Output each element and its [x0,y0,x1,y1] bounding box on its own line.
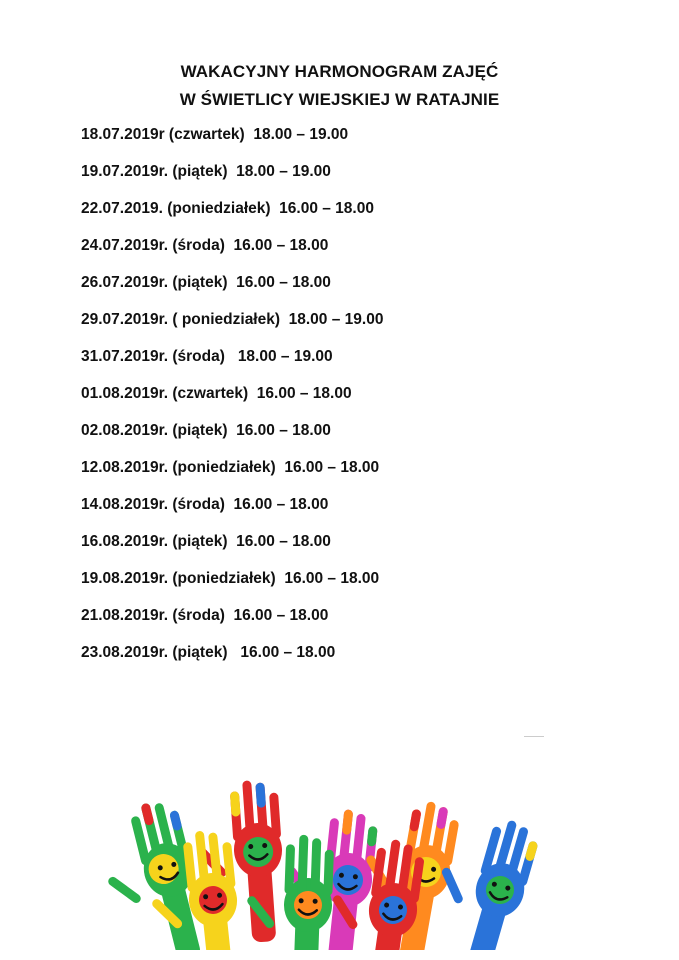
schedule-item: 19.08.2019r. (poniedziałek) 16.00 – 18.00 [81,570,380,587]
faint-divider [524,736,544,737]
schedule-list [81,124,383,679]
title-line-2: W ŚWIETLICY WIEJSKIEJ W RATAJNIE [179,90,500,109]
schedule-item: 26.07.2019r. (piątek) 16.00 – 18.00 [81,274,331,291]
schedule-item: 12.08.2019r. (poniedziałek) 16.00 – 18.00 [81,459,380,476]
schedule-item: 22.07.2019. (poniedziałek) 16.00 – 18.00 [81,200,374,217]
schedule-item: 29.07.2019r. ( poniedziałek) 18.00 – 19.00 [81,311,384,328]
schedule-item: 23.08.2019r. (piątek) 16.00 – 18.00 [81,644,336,661]
title-line-1: WAKACYJNY HARMONOGRAM ZAJĘĆ [180,62,499,81]
schedule-item: 18.07.2019r (czwartek) 18.00 – 19.00 [81,126,349,143]
schedule-item: 21.08.2019r. (środa) 16.00 – 18.00 [81,607,329,624]
schedule-item: 01.08.2019r. (czwartek) 16.00 – 18.00 [81,385,352,402]
hand-group [108,780,542,950]
schedule-item: 31.07.2019r. (środa) 18.00 – 19.00 [81,348,333,365]
painted-hands-illustration [108,780,548,950]
schedule-item: 02.08.2019r. (piątek) 16.00 – 18.00 [81,422,331,439]
schedule-item: 24.07.2019r. (środa) 16.00 – 18.00 [81,237,329,254]
schedule-item: 19.07.2019r. (piątek) 18.00 – 19.00 [81,163,331,180]
schedule-item: 16.08.2019r. (piątek) 16.00 – 18.00 [81,533,331,550]
schedule-item: 14.08.2019r. (środa) 16.00 – 18.00 [81,496,329,513]
document-title [0,58,679,114]
